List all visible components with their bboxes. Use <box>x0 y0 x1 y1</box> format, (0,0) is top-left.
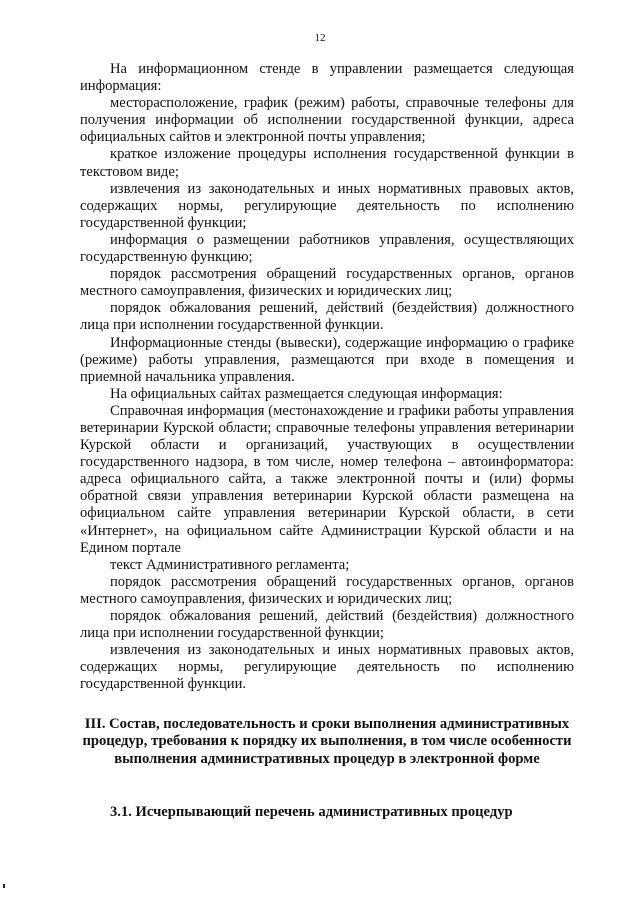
section-heading: III. Состав, последовательность и сроки выполнения административных процедур, требования к порядку их выполнения, в том числе особенности выполнения административных процедур в электронной форме <box>82 716 572 767</box>
page-number: 12 <box>314 32 326 44</box>
paragraph: На информационном стенде в управлении размещается следующая информация: <box>80 61 574 95</box>
paragraph: порядок рассмотрения обращений государственных органов, органов местного самоуправления, физических и юридических лиц; <box>80 266 574 300</box>
paragraph: порядок обжалования решений, действий (бездействия) должностного лица при исполнении государственной функции. <box>80 300 574 334</box>
paragraph: Информационные стенды (вывески), содержащие информацию о графике (режиме) работы управления, размещаются при входе в помещения и приемной начальника управления. <box>80 334 574 385</box>
paragraph: На официальных сайтах размещается следующая информация: <box>110 385 503 402</box>
paragraph: месторасположение, график (режим) работы, справочные телефоны для получения информации об исполнении государственной функции, адреса официальных сайтов и электронной почты управления; <box>80 95 574 146</box>
paragraph: извлечения из законодательных и иных нормативных правовых актов, содержащих нормы, регулирующие деятельность по исполнению государственной функции. <box>80 642 574 693</box>
paragraph: текст Административного регламента; <box>110 556 350 573</box>
paragraph: порядок обжалования решений, действий (бездействия) должностного лица при исполнении государственной функции; <box>80 608 574 642</box>
document-body <box>80 61 574 693</box>
paragraph: порядок рассмотрения обращений государственных органов, органов местного самоуправления, физических и юридических лиц; <box>80 573 574 607</box>
scan-margin-mark <box>3 884 5 888</box>
paragraph: информация о размещении работников управления, осуществляющих государственную функцию; <box>80 231 574 266</box>
subsection-heading: 3.1. Исчерпывающий перечень административных процедур <box>110 804 513 820</box>
paragraph: извлечения из законодательных и иных нормативных правовых актов, содержащих нормы, регулирующие деятельность по исполнению государственной функции; <box>80 180 574 231</box>
paragraph: Справочная информация (местонахождение и графики работы управления ветеринарии Курской области; справочные телефоны управления ветеринарии Курской области и организаций, участвующих в осуществлении государственного надзора, в том числе, номер телефона – автоинформатора: адреса официального сайта, а также электронной почты и (или) формы обратной связи управления ветеринарии Курской области размещена на официальном сайте управления ветеринарии Курской области, в сети «Интернет», на официальном сайте Администрации Курской области и на Едином портале <box>80 402 574 556</box>
paragraph: краткое изложение процедуры исполнения государственной функции в текстовом виде; <box>80 146 574 180</box>
